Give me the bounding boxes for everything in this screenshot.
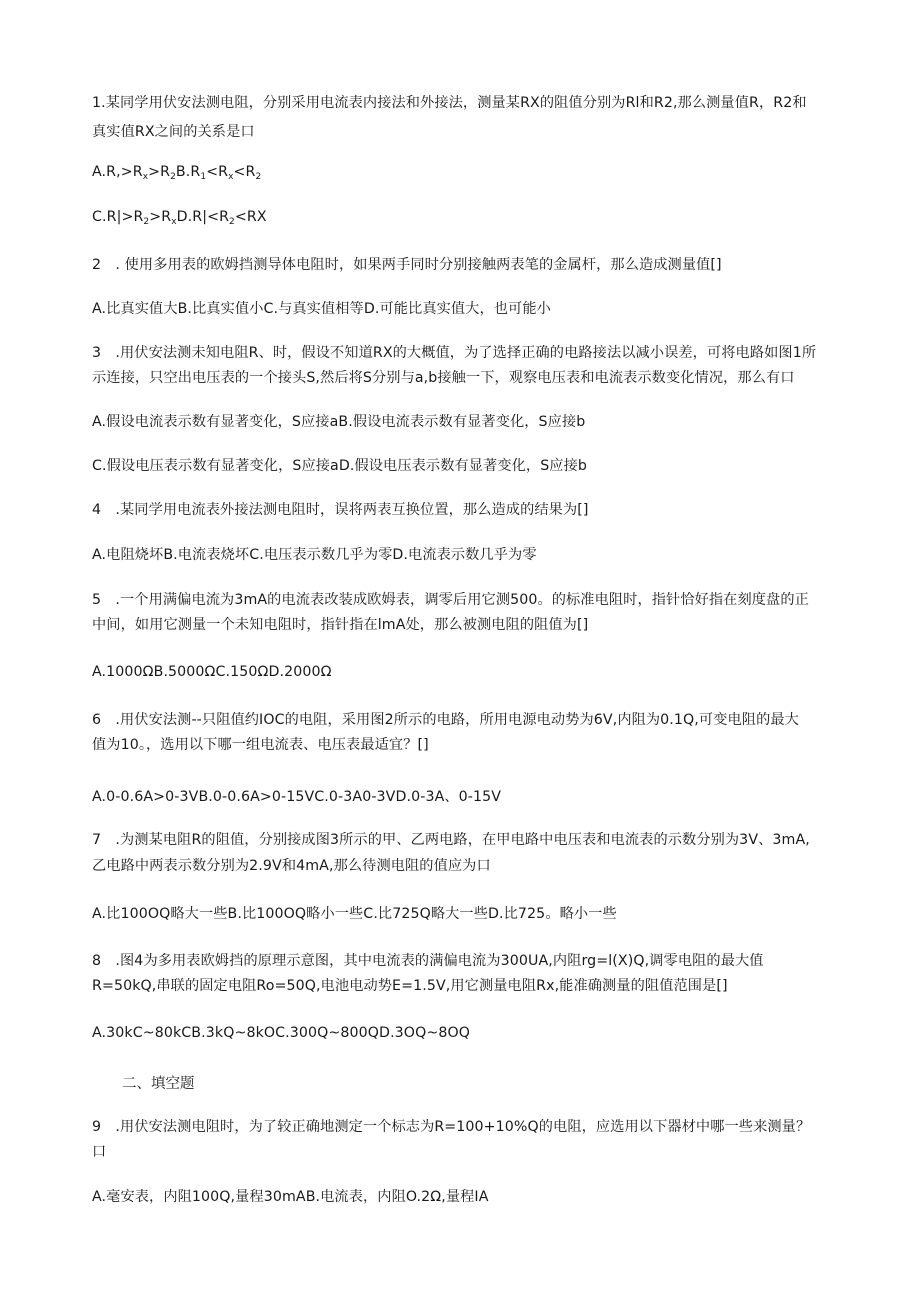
q4-line1: 4 .某同学用电流表外接法测电阻时，误将两表互换位置，那么造成的结果为[] bbox=[92, 502, 589, 518]
q3-line2: 示连接，只空出电压表的一个接头S,然后将S分别与a,b接触一下，观察电压表和电流表示数变化情况，那么有口 bbox=[92, 370, 795, 386]
q8-options: A.30kC~80kCB.3kQ~8kOC.300Q~800QD.3OQ~8OQ bbox=[92, 1025, 470, 1041]
q7-line2: 乙电路中两表示数分别为2.9V和4mA,那么待测电阻的值应为口 bbox=[92, 858, 491, 874]
q1-options-cd: $C.R|>R_2>R_xD.R|<R_2<RX$ bbox=[92, 209, 267, 227]
section-heading: 二、填空题 bbox=[122, 1076, 195, 1092]
q1-line2: 真实值RX之间的关系是口 bbox=[92, 124, 255, 140]
q1-line1: 1.某同学用伏安法测电阻，分别采用电流表内接法和外接法，测量某RX的阻值分别为Rl和R2,那么测量值R，R2和 bbox=[92, 95, 807, 111]
q7-line1: 7 .为测某电阻R的阻值，分别接成图3所示的甲、乙两电路，在甲电路中电压表和电流表的示数分别为3V、3mA, bbox=[92, 832, 810, 848]
q8-line1: 8 .图4为多用表欧姆挡的原理示意图，其中电流表的满偏电流为300UA,内阻rg=l(X)Q,调零电阻的最大值 bbox=[92, 953, 764, 969]
q8-line2: R=50kQ,串联的固定电阻Ro=50Q,电池电动势E=1.5V,用它测量电阻Rx,能准确测量的阻值范围是[] bbox=[92, 978, 728, 994]
q7-options: A.比100OQ略大一些B.比100OQ略小一些C.比725Q略大一些D.比725。略小一些 bbox=[92, 906, 617, 922]
q2-line1: 2 . 使用多用表的欧姆挡测导体电阻时，如果两手同时分别接触两表笔的金属杆，那么造成测量值[] bbox=[92, 257, 722, 273]
q2-options: A.比真实值大B.比真实值小C.与真实值相等D.可能比真实值大，也可能小 bbox=[92, 301, 551, 317]
q6-line1: 6 .用伏安法测--只阻值约IOC的电阻，采用图2所示的电路，所用电源电动势为6V,内阻为0.1Q,可变电阻的最大 bbox=[92, 712, 799, 728]
q5-line2: 中间，如用它测量一个未知电阻时，指针指在lmA处，那么被测电阻的阻值为[] bbox=[92, 617, 589, 633]
q4-options: A.电阻烧坏B.电流表烧坏C.电压表示数几乎为零D.电流表示数几乎为零 bbox=[92, 547, 537, 563]
q1-options-ab: $A.R,>R_x>R_2B.R_1<R_x<R_2$ bbox=[92, 164, 262, 182]
q6-line2: 值为10。，选用以下哪一组电流表、电压表最适宜？[] bbox=[92, 737, 429, 753]
q6-options: A.0-0.6A>0-3VB.0-0.6A>0-15VC.0-3A0-3VD.0-3A、0-15V bbox=[92, 789, 502, 805]
q3-line1: 3 .用伏安法测未知电阻R、时，假设不知道RX的大概值，为了选择正确的电路接法以减小误差，可将电路如图1所 bbox=[92, 345, 817, 361]
q9-line1: 9 .用伏安法测电阻时，为了较正确地测定一个标志为R=100+10%Q的电阻，应选用以下器材中哪一些来测量？ bbox=[92, 1119, 811, 1135]
q3-options-ab: A.假设电流表示数有显著变化，S应接aB.假设电流表示数有显著变化，S应接b bbox=[92, 414, 586, 430]
q3-options-cd: C.假设电压表示数有显著变化，S应接aD.假设电压表示数有显著变化，S应接b bbox=[92, 458, 587, 474]
q9-options: A.毫安表，内阻100Q,量程30mAB.电流表，内阻O.2Ω,量程IA bbox=[92, 1189, 489, 1205]
q5-options: A.1000ΩB.5000ΩC.150ΩD.2000Ω bbox=[92, 664, 332, 680]
q9-line2: 口 bbox=[92, 1144, 107, 1160]
q5-line1: 5 .一个用满偏电流为3mA的电流表改装成欧姆表，调零后用它测500。的标准电阻时，指针恰好指在刻度盘的正 bbox=[92, 592, 809, 608]
